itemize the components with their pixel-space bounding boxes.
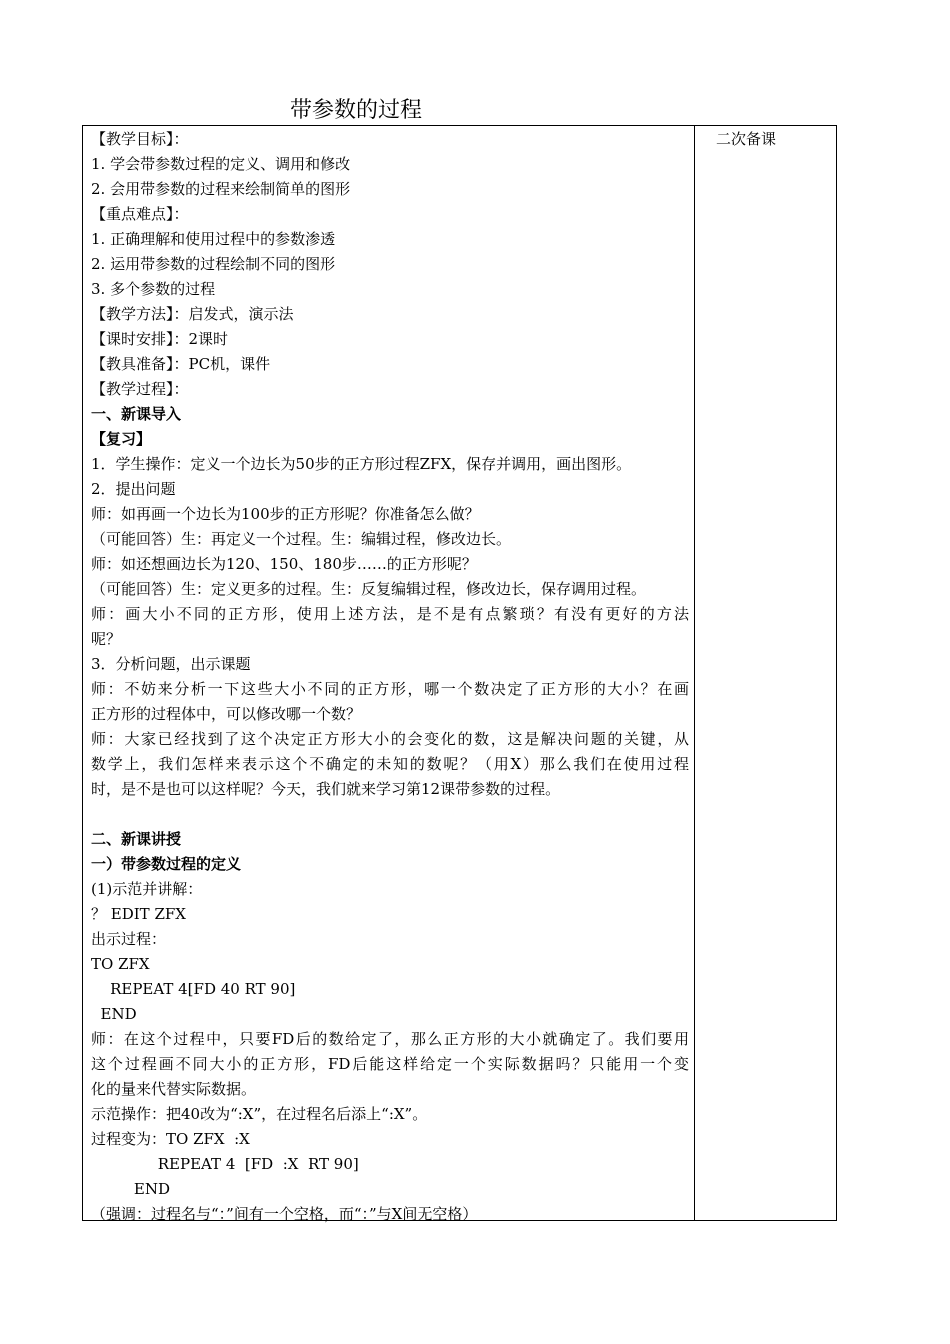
- content-line: 3. 多个参数的过程: [91, 280, 216, 298]
- content-line: （强调：过程名与“：”间有一个空格，而“：”与X间无空格）: [91, 1205, 478, 1223]
- content-line: 正方形的过程体中，可以修改哪一个数？: [91, 705, 362, 723]
- page-title: 带参数的过程: [290, 98, 423, 123]
- content-line: 1．学生操作：定义一个边长为50步的正方形过程ZFX，保存并调用，画出图形。: [91, 455, 632, 473]
- content-line: 【重点难点】：: [91, 205, 189, 223]
- content-line: 【教具准备】：PC机，课件: [91, 355, 271, 373]
- content-line: 呢？: [91, 630, 122, 648]
- content-line: 这个过程画不同大小的正方形，FD后能这样给定一个实际数据吗？只能用一个变: [91, 1055, 689, 1073]
- content-line: 2. 运用带参数的过程绘制不同的图形: [91, 255, 336, 273]
- content-line: 数学上，我们怎样来表示这个不确定的未知的数呢？（用X）那么我们在使用过程: [91, 755, 689, 773]
- content-line: 1. 正确理解和使用过程中的参数渗透: [91, 230, 336, 248]
- content-line: REPEAT 4[FD 40 RT 90]: [91, 980, 296, 998]
- content-line: 出示过程：: [91, 930, 167, 948]
- column-divider: [694, 126, 695, 1220]
- content-line: 过程变为：TO ZFX :X: [91, 1130, 250, 1148]
- content-line: 示范操作：把40改为“:X”，在过程名后添上“:X”。: [91, 1105, 428, 1123]
- content-line: 师：画大小不同的正方形，使用上述方法，是不是有点繁琐？有没有更好的方法: [91, 605, 689, 623]
- content-line: 1. 学会带参数过程的定义、调用和修改: [91, 155, 351, 173]
- section-heading: 一）带参数过程的定义: [91, 855, 242, 873]
- content-line: 2．提出问题: [91, 480, 176, 498]
- section-heading: 二、新课讲授: [91, 830, 182, 848]
- content-line: 3．分析问题，出示课题: [91, 655, 251, 673]
- content-line: （可能回答）生：再定义一个过程。生：编辑过程，修改边长。: [91, 530, 512, 548]
- content-line: 【课时安排】：2课时: [91, 330, 229, 348]
- content-line: 师：如再画一个边长为100步的正方形呢？你准备怎么做？: [91, 505, 480, 523]
- content-line: 2. 会用带参数的过程来绘制简单的图形: [91, 180, 351, 198]
- content-line: 化的量来代替实际数据。: [91, 1080, 257, 1098]
- content-line: 【教学方法】：启发式，演示法: [91, 305, 294, 323]
- blank-line: [91, 802, 689, 827]
- content-line: 师：如还想画边长为120、150、180步……的正方形呢？: [91, 555, 477, 573]
- content-line: END: [91, 1180, 171, 1198]
- content-line: 【教学过程】：: [91, 380, 189, 398]
- lesson-plan-table: [82, 125, 837, 1221]
- content-line: 师：大家已经找到了这个决定正方形大小的会变化的数，这是解决问题的关键，从: [91, 730, 689, 748]
- lesson-content-cell: [91, 127, 689, 1227]
- section-heading: 【复习】: [91, 430, 152, 448]
- side-note-cell: 二次备课: [716, 130, 777, 148]
- content-line: ？ EDIT ZFX: [91, 905, 186, 923]
- content-line: TO ZFX: [91, 955, 150, 973]
- content-line: （可能回答）生：定义更多的过程。生：反复编辑过程，修改边长，保存调用过程。: [91, 580, 647, 598]
- section-heading: 一、新课导入: [91, 405, 182, 423]
- content-line: REPEAT 4 [FD :X RT 90]: [91, 1155, 359, 1173]
- content-line: (1)示范并讲解：: [91, 880, 203, 898]
- content-line: 时，是不是也可以这样呢？今天，我们就来学习第12课带参数的过程。: [91, 780, 561, 798]
- content-line: END: [91, 1005, 137, 1023]
- content-line: 【教学目标】：: [91, 130, 189, 148]
- content-line: 师：在这个过程中，只要FD后的数给定了，那么正方形的大小就确定了。我们要用: [91, 1030, 689, 1048]
- content-line: 师：不妨来分析一下这些大小不同的正方形，哪一个数决定了正方形的大小？在画: [91, 680, 689, 698]
